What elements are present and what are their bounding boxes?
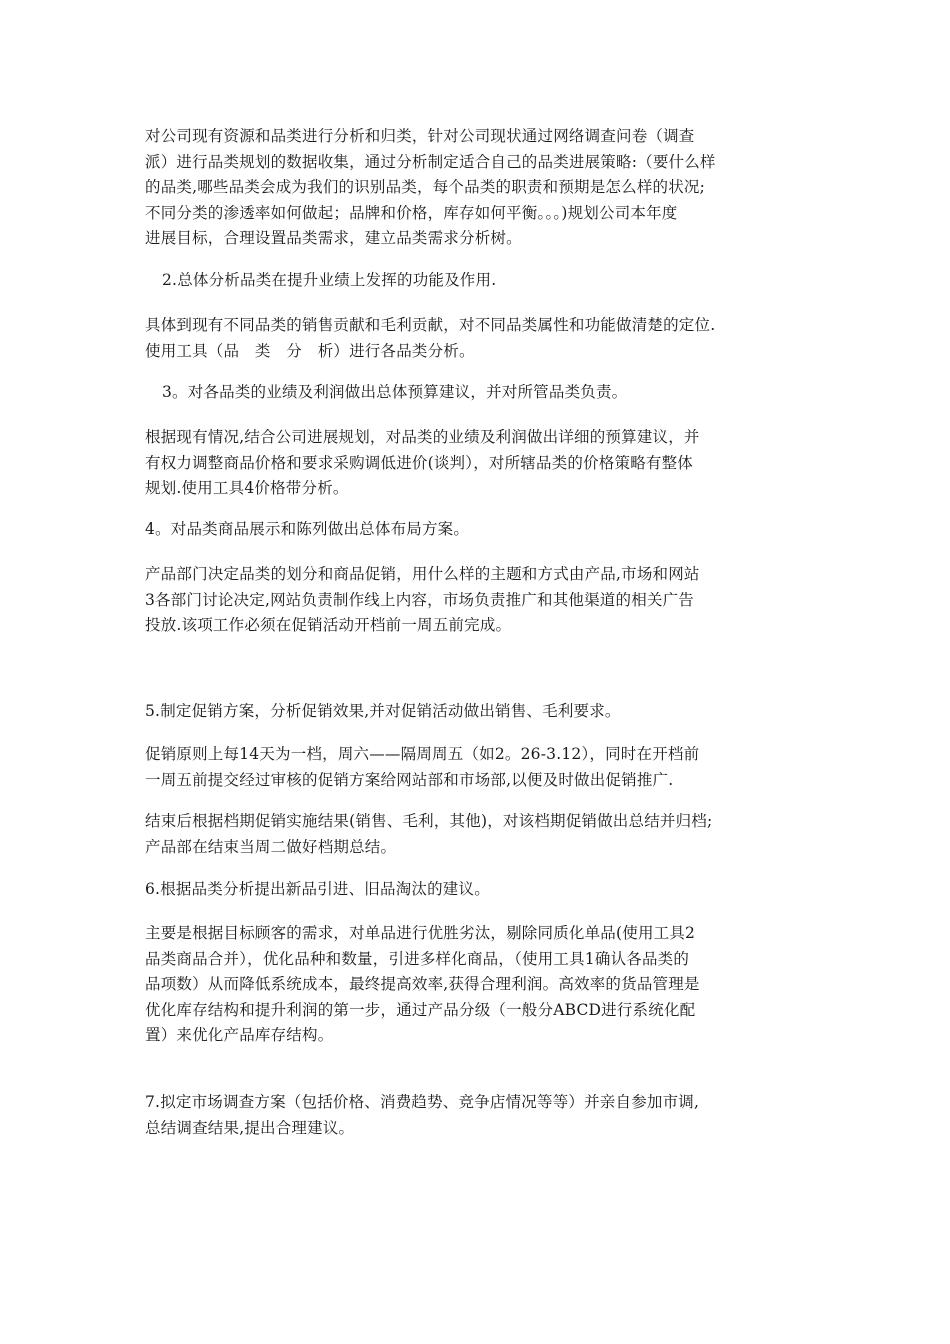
heading-item-6 (145, 877, 825, 903)
paragraph-item-5-promotion-rules (145, 742, 825, 793)
text-line: 根据现有情况,结合公司进展规划，对品类的业绩及利润做出详细的预算建议，并 (145, 428, 700, 446)
text-line: 品项数）从而降低系统成本，最终提高效率,获得合理利润。高效率的货品管理是 (145, 975, 700, 993)
text-line: 进展目标，合理设置品类需求，建立品类需求分析树。 (145, 229, 522, 247)
paragraph-item-5-summary (145, 809, 825, 860)
text-line: 规划.使用工具4价格带分析。 (145, 479, 349, 497)
text-line: 不同分类的渗透率如何做起；品牌和价格，库存如何平衡。。。)规划公司本年度 (145, 203, 678, 222)
text-line: 置）来优化产品库存结构。 (145, 1026, 334, 1044)
text-line: 促销原则上每14天为一档，周六——隔周周五（如2。26-3.12），同时在开档前 (145, 745, 700, 763)
text-line: 使用工具（品 类 分 析）进行各品类分析。 (145, 341, 475, 360)
text-line: 结束后根据档期促销实施结果(销售、毛利，其他)，对该档期促销做出总结并归档; (145, 812, 713, 830)
text-line: 4。对品类商品展示和陈列做出总体布局方案。 (145, 520, 470, 538)
text-line: 派）进行品类规划的数据收集，通过分析制定适合自己的品类进展策略:（要什么样 (145, 152, 716, 171)
text-line: 总结调查结果,提出合理建议。 (145, 1118, 355, 1137)
text-line: 一周五前提交经过审核的促销方案给网站部和市场部,以便及时做出促销推广. (145, 770, 674, 789)
text-line: 3各部门讨论决定,网站负责制作线上内容，市场负责推广和其他渠道的相关广告 (145, 590, 694, 609)
text-line: 对公司现有资源和品类进行分析和归类，针对公司现状通过网络调查问卷（调查 (145, 127, 695, 145)
text-line: 2.总体分析品类在提升业绩上发挥的功能及作用. (162, 271, 497, 289)
paragraph-item-3-detail (145, 425, 825, 502)
paragraph-item-2-detail (145, 313, 825, 364)
text-line: 7.拟定市场调查方案（包括价格、消费趋势、竞争店情况等等）并亲自参加市调, (145, 1093, 700, 1111)
text-line: 有权力调整商品价格和要求采购调低进价(谈判），对所辖品类的价格策略有整体 (145, 453, 693, 472)
text-line: 产品部门决定品类的划分和商品促销，用什么样的主题和方式由产品,市场和网站 (145, 565, 700, 583)
text-line: 投放.该项工作必须在促销活动开档前一周五前完成。 (145, 616, 512, 634)
text-line: 6.根据品类分析提出新品引进、旧品淘汰的建议。 (145, 880, 490, 898)
paragraph-item-4-detail (145, 562, 825, 639)
heading-item-5 (145, 699, 825, 725)
paragraph-item-6-detail (145, 921, 825, 1049)
text-line: 具体到现有不同品类的销售贡献和毛利贡献，对不同品类属性和功能做清楚的定位. (145, 316, 716, 334)
text-line: 产品部在结束当周二做好档期总结。 (145, 837, 397, 856)
text-line: 5.制定促销方案，分析促销效果,并对促销活动做出销售、毛利要求。 (145, 702, 621, 720)
text-line: 的品类,哪些品类会成为我们的识别品类，每个品类的职责和预期是怎么样的状况; (145, 178, 706, 196)
heading-item-3 (162, 380, 842, 406)
text-line: 3。对各品类的业绩及利润做出总体预算建议，并对所管品类负责。 (162, 383, 628, 401)
text-line: 主要是根据目标顾客的需求，对单品进行优胜劣汰，剔除同质化单品(使用工具2 (145, 924, 696, 942)
heading-item-4 (145, 517, 825, 543)
text-line: 品类商品合并），优化品种和数量，引进多样化商品，（使用工具1确认各品类的 (145, 949, 690, 968)
paragraph-category-analysis-intro (145, 124, 825, 252)
text-line: 优化库存结构和提升利润的第一步，通过产品分级（一般分ABCD进行系统化配 (145, 1000, 696, 1019)
heading-item-2 (162, 268, 842, 294)
paragraph-item-7 (145, 1090, 825, 1141)
